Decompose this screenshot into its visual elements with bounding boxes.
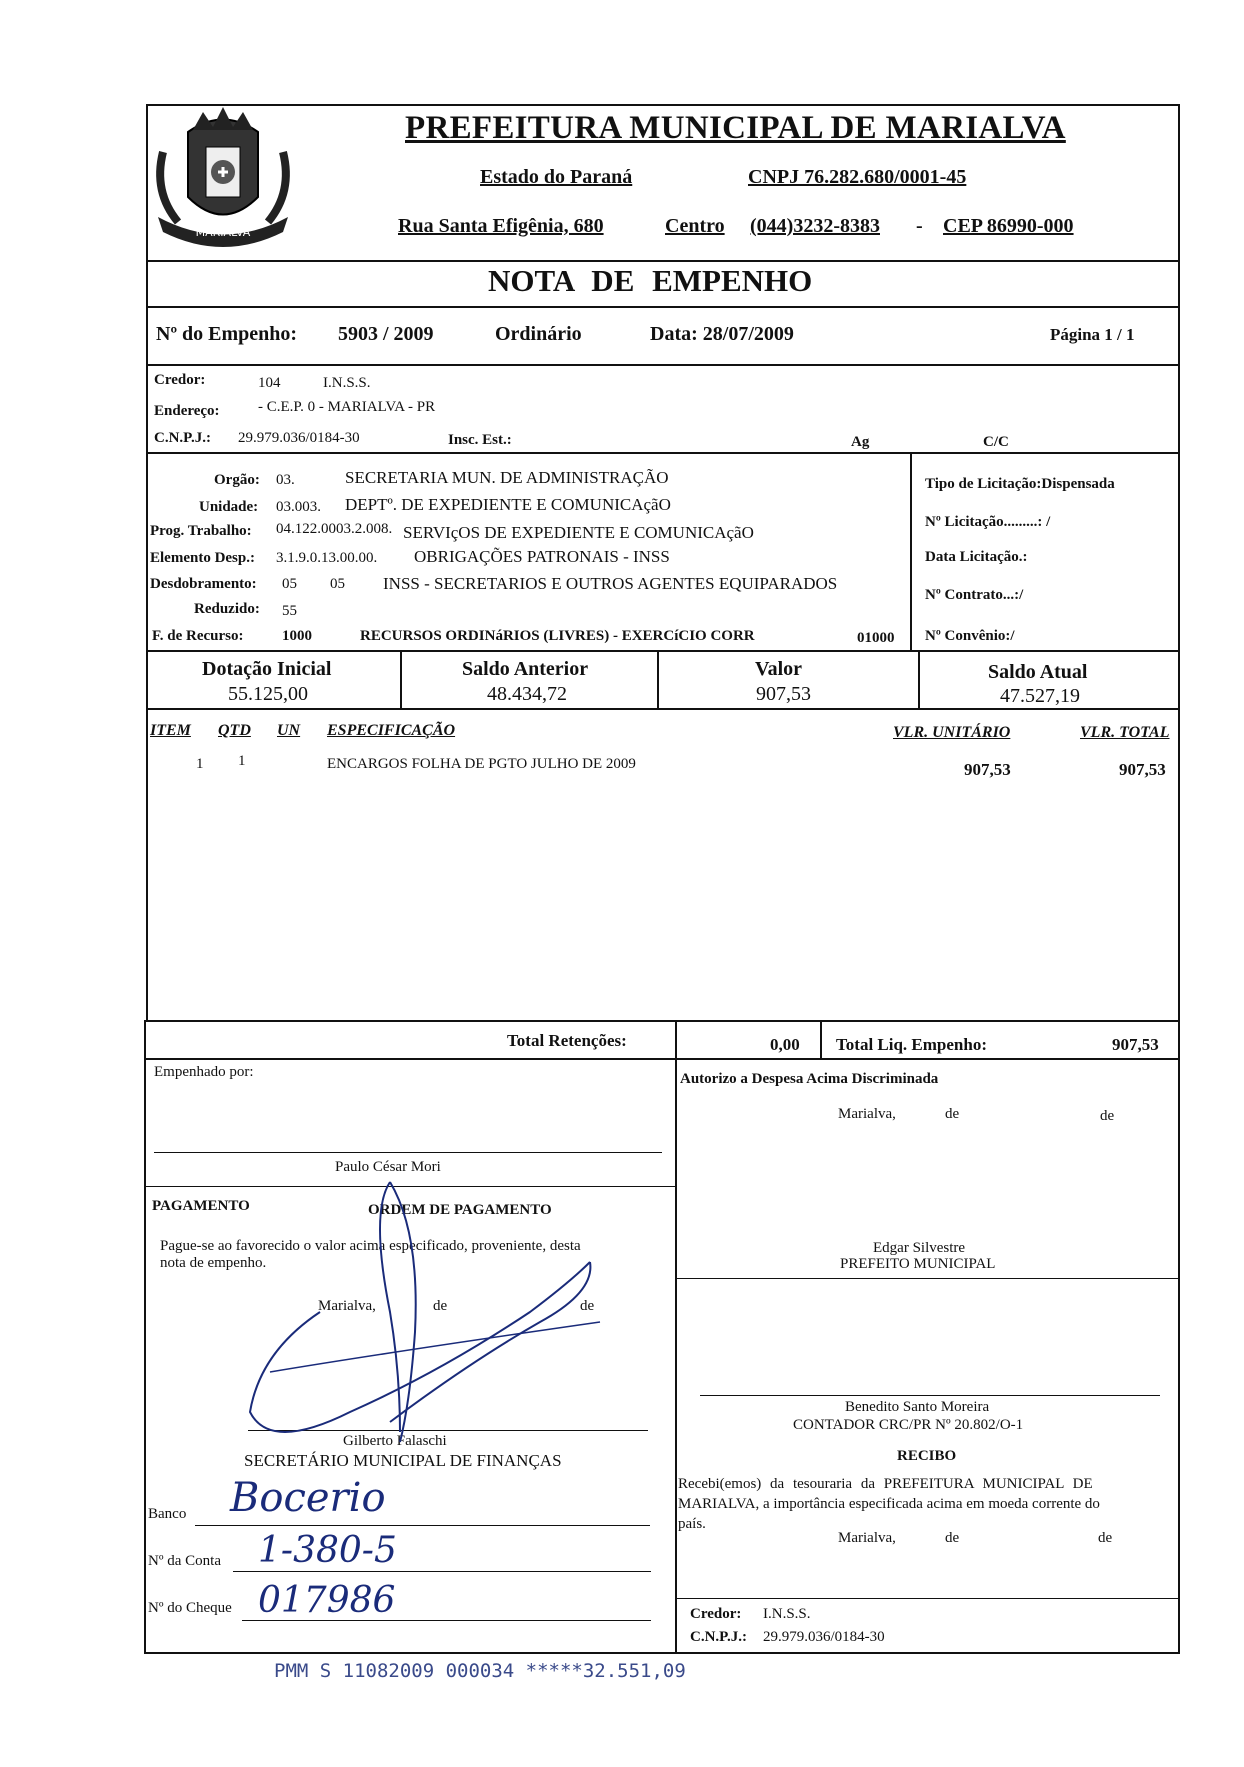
recurso-code2: 01000 (857, 630, 895, 646)
recibo-text-2: MARIALVA, a importância especificada acima em moeda corrente do (678, 1496, 1100, 1512)
pagamento-text-2: nota de empenho. (160, 1255, 267, 1271)
recibo-credor-label: Credor: (690, 1606, 742, 1622)
secretario-role: SECRETÁRIO MUNICIPAL DE FINANÇAS (244, 1451, 562, 1470)
page-title: PREFEITURA MUNICIPAL DE MARIALVA (405, 110, 1066, 146)
pagamento-de1: de (433, 1298, 448, 1314)
recibo-text-1: Recebi(emos) da tesouraria da PREFEITURA MUNICIPAL DE (678, 1476, 1093, 1492)
saldo-atual-value: 47.527,19 (1000, 685, 1080, 707)
valor-label: Valor (755, 658, 803, 680)
tipo-licitacao: Tipo de Licitação:Dispensada (925, 476, 1115, 492)
contador-role: CONTADOR CRC/PR Nº 20.802/O-1 (793, 1417, 1024, 1433)
credor-cnpj-label: C.N.P.J.: (154, 430, 211, 446)
empenho-date: Data: 28/07/2009 (650, 323, 794, 345)
banco-value: Bocerio (230, 1475, 386, 1521)
empenho-number: 5903 / 2009 (338, 323, 434, 345)
pagamento-de2: de (580, 1298, 595, 1314)
numero-licitacao: Nº Licitação.........: / (925, 514, 1051, 530)
cnpj-label: CNPJ 76.282.680/0001-45 (748, 166, 967, 188)
empenho-type: Ordinário (495, 323, 582, 345)
cheque-label: Nº do Cheque (148, 1600, 232, 1616)
prog-trabalho-label: Prog. Trabalho: (150, 523, 252, 539)
recibo-credor-value: I.N.S.S. (763, 1606, 811, 1622)
unidade-desc: DEPTº. DE EXPEDIENTE E COMUNICAçãO (345, 495, 671, 514)
empenho-label: Nº do Empenho: (156, 323, 298, 345)
numero-convenio: Nº Convênio:/ (925, 628, 1015, 644)
secretario-name: Gilberto Falaschi (343, 1433, 447, 1449)
prefeito-name: Edgar Silvestre (873, 1240, 966, 1256)
recurso-code: 1000 (282, 628, 312, 644)
credor-name: I.N.S.S. (323, 375, 371, 391)
autorizo-city: Marialva, (838, 1106, 896, 1122)
recibo-de2: de (1098, 1530, 1113, 1546)
saldos-divider-2 (657, 650, 659, 710)
dotacao-value: 55.125,00 (228, 683, 308, 705)
desdobramento-code2: 05 (330, 576, 345, 592)
prefeito-role: PREFEITO MUNICIPAL (840, 1256, 996, 1272)
total-liq-value: 907,53 (1112, 1035, 1159, 1054)
elemento-code: 3.1.9.0.13.00.00. (276, 550, 378, 566)
desdobramento-label: Desdobramento: (150, 576, 257, 592)
recibo-label: RECIBO (897, 1448, 957, 1464)
recurso-label: F. de Recurso: (152, 628, 244, 644)
district-label: Centro (665, 215, 725, 237)
col-qtd: QTD (218, 722, 251, 739)
street-label: Rua Santa Efigênia, 680 (398, 215, 604, 237)
logo-text: MARIALVA (195, 226, 251, 239)
empenhado-label: Empenhado por: (154, 1064, 254, 1080)
conta-label: Nº da Conta (148, 1553, 221, 1569)
desdobramento-code: 05 (282, 576, 297, 592)
desdobramento-desc: INSS - SECRETARIOS E OUTROS AGENTES EQUIPARADOS (383, 574, 838, 593)
recibo-text-3: país. (678, 1516, 706, 1532)
elemento-desc: OBRIGAÇÕES PATRONAIS - INSS (414, 547, 670, 566)
row-item: 1 (196, 756, 204, 772)
unidade-code: 03.003. (276, 499, 321, 515)
empenhado-name: Paulo César Mori (335, 1159, 441, 1175)
row-total-value: 907,53 (1119, 760, 1166, 779)
col-spec: ESPECIFICAÇÃO (327, 722, 456, 739)
credor-code: 104 (258, 375, 281, 391)
address-value: - C.E.P. 0 - MARIALVA - PR (258, 399, 436, 415)
retencoes-label: Total Retenções: (507, 1031, 627, 1050)
recibo-city: Marialva, (838, 1530, 896, 1546)
address-label: Endereço: (154, 403, 220, 419)
totals-row (144, 1020, 1180, 1060)
banco-line (195, 1525, 650, 1526)
conta-value: 1-380-5 (258, 1530, 397, 1571)
data-licitacao: Data Licitação.: (925, 549, 1028, 565)
recurso-desc: RECURSOS ORDINáRIOS (LIVRES) - EXERCíCIO CORR (360, 628, 755, 644)
credor-label: Credor: (154, 372, 206, 388)
saldo-atual-label: Saldo Atual (988, 661, 1088, 683)
orgao-desc: SECRETARIA MUN. DE ADMINISTRAÇÃO (345, 468, 669, 487)
orgao-code: 03. (276, 472, 295, 488)
dotacao-label: Dotação Inicial (202, 658, 332, 680)
saldo-anterior-label: Saldo Anterior (462, 658, 589, 680)
reduzido-label: Reduzido: (194, 601, 260, 617)
cep-label: CEP 86990-000 (943, 215, 1074, 237)
pagamento-text-1: Pague-se ao favorecido o valor acima especificado, proveniente, desta (160, 1238, 581, 1254)
prog-trabalho-code: 04.122.0003.2.008. (276, 521, 393, 537)
empenhado-signature-line (154, 1152, 662, 1153)
row-spec: ENCARGOS FOLHA DE PGTO JULHO DE 2009 (327, 756, 636, 772)
row-qtd: 1 (238, 753, 246, 769)
numero-contrato: Nº Contrato...:/ (925, 587, 1024, 603)
contador-signature-line (700, 1395, 1160, 1396)
saldos-divider-3 (918, 650, 920, 710)
insc-label: Insc. Est.: (448, 432, 512, 448)
credor-cnpj: 29.979.036/0184-30 (238, 430, 360, 446)
orgao-label: Orgão: (214, 472, 260, 488)
doc-title: NOTA DE EMPENHO (488, 263, 813, 298)
unidade-label: Unidade: (199, 499, 259, 515)
prefeito-bottom-line (675, 1278, 1180, 1279)
autorizo-label: Autorizo a Despesa Acima Discriminada (680, 1071, 939, 1087)
col-un: UN (277, 722, 301, 739)
items-box (146, 708, 1180, 1022)
col-total-value: VLR. TOTAL (1080, 724, 1170, 741)
autorizo-de2: de (1100, 1108, 1115, 1124)
cc-label: C/C (983, 434, 1009, 450)
recibo-credor-line (675, 1598, 1180, 1599)
col-item: ITEM (150, 722, 191, 739)
retencoes-value: 0,00 (770, 1035, 800, 1054)
phone-label: (044)3232-8383 (750, 215, 880, 237)
reduzido-code: 55 (282, 603, 297, 619)
payment-stamp: PMM S 11082009 000034 *****32.551,09 (274, 1660, 686, 1682)
recibo-cnpj-label: C.N.P.J.: (690, 1629, 747, 1645)
autorizo-de1: de (945, 1106, 960, 1122)
signatures-divider (675, 1058, 677, 1654)
saldos-divider-1 (400, 650, 402, 710)
totals-divider-1 (675, 1020, 677, 1060)
conta-line (233, 1571, 651, 1572)
cheque-value: 017986 (258, 1580, 396, 1621)
ordem-pagamento-label: ORDEM DE PAGAMENTO (368, 1202, 552, 1218)
classification-divider (910, 452, 912, 652)
pagamento-top-line (144, 1186, 675, 1187)
pagamento-city: Marialva, (318, 1298, 376, 1314)
prog-trabalho-desc: SERVIçOS DE EXPEDIENTE E COMUNICAçãO (403, 523, 754, 542)
ag-label: Ag (851, 434, 870, 450)
row-unit-value: 907,53 (964, 760, 1011, 779)
page-number: Página 1 / 1 (1050, 325, 1135, 344)
header-separator: - (916, 215, 923, 237)
cheque-line (242, 1620, 651, 1621)
elemento-label: Elemento Desp.: (150, 550, 255, 566)
contador-name: Benedito Santo Moreira (845, 1399, 990, 1415)
saldo-anterior-value: 48.434,72 (487, 683, 567, 705)
banco-label: Banco (148, 1506, 187, 1522)
total-liq-label: Total Liq. Empenho: (836, 1035, 987, 1054)
recibo-de1: de (945, 1530, 960, 1546)
secretario-signature-line (248, 1430, 648, 1431)
col-unit-value: VLR. UNITÁRIO (893, 724, 1011, 741)
valor-value: 907,53 (756, 683, 811, 705)
recibo-cnpj-value: 29.979.036/0184-30 (763, 1629, 885, 1645)
totals-divider-2 (820, 1020, 822, 1060)
state-label: Estado do Paraná (480, 166, 633, 188)
pagamento-label: PAGAMENTO (152, 1198, 250, 1214)
municipal-crest-logo (148, 102, 298, 262)
